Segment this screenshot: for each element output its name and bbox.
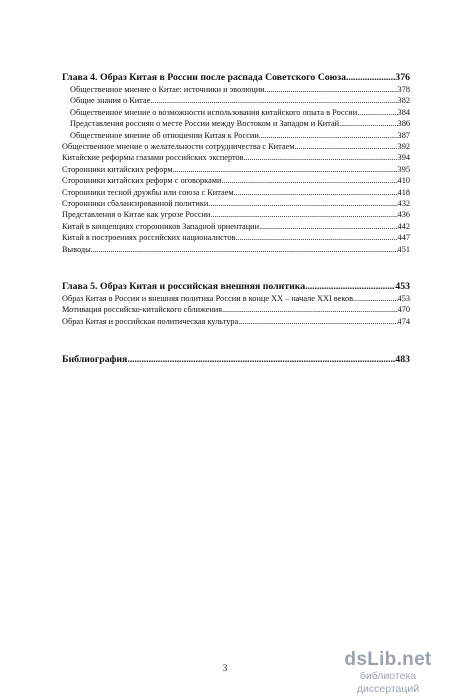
chapter-4-heading[interactable]	[62, 71, 410, 84]
toc-entry-title: Сторонники китайских реформ с оговорками	[62, 176, 222, 186]
toc-entry[interactable]	[62, 107, 410, 118]
toc-entry[interactable]	[62, 304, 410, 315]
chapter-4-subsections	[62, 84, 410, 141]
toc-entry-page: 436	[397, 210, 410, 220]
toc-leader	[294, 141, 397, 152]
toc-leader	[346, 71, 395, 84]
page-number: 3	[222, 663, 228, 673]
toc-entry-page: 418	[397, 187, 410, 197]
toc-leader	[235, 232, 397, 243]
toc-entry[interactable]	[62, 209, 410, 220]
bibliography-toc	[62, 353, 410, 366]
toc-entry-page: 394	[397, 153, 410, 163]
toc-leader	[339, 118, 397, 129]
toc-entry-title: Сторонники китайских реформ	[62, 164, 173, 174]
toc-leader	[259, 221, 397, 232]
toc-entry-title: Выводы	[62, 244, 91, 254]
toc-entry[interactable]	[62, 198, 410, 209]
toc-entry[interactable]	[62, 130, 410, 141]
toc-leader	[150, 95, 397, 106]
chapter-5-title: Глава 5. Образ Китая и российская внешняя политика	[62, 281, 306, 292]
toc-leader	[357, 107, 397, 118]
toc-entry-title: Китай в построениях российских националистов	[62, 233, 236, 243]
toc-leader	[210, 209, 397, 220]
toc-entry-title: Китайские реформы глазами российских экспертов	[62, 153, 244, 163]
chapter-5-toc	[62, 280, 410, 327]
toc-entry-page: 453	[397, 294, 410, 303]
toc-entry-title: Общественное мнение о возможности использования китайского опыта в России	[70, 107, 358, 117]
toc-entry[interactable]	[62, 141, 410, 152]
toc-entry-title: Мотивация российско-китайского сближения	[62, 305, 223, 315]
toc-entry-page: 384	[397, 107, 410, 117]
toc-entry[interactable]	[62, 152, 410, 163]
toc-entry-page: 432	[397, 199, 410, 209]
toc-entry[interactable]	[62, 164, 410, 175]
toc-entry-title: Представления россиян о месте России между Востоком и Западом и Китай	[70, 119, 340, 129]
toc-entry-page: 474	[397, 316, 410, 326]
toc-entry[interactable]	[62, 232, 410, 243]
toc-entry-page: 470	[397, 305, 410, 315]
toc-entry-page: 447	[397, 233, 410, 243]
toc-entry-title: Сторонники сбалансированной политики	[62, 199, 209, 209]
toc-leader	[91, 244, 398, 255]
watermark	[330, 650, 446, 696]
chapter-5-heading[interactable]	[62, 280, 410, 293]
toc-leader	[244, 152, 398, 163]
toc-entry-page: 395	[397, 164, 410, 174]
toc-entry-title: Китай в концепциях сторонников Западной ориентации	[62, 221, 260, 231]
toc-entry-title: Образ Китая в России и внешняя политика России в конце XX – начале XXI веков	[62, 294, 354, 303]
toc-entry[interactable]	[62, 293, 410, 304]
toc-entry-page: 410	[397, 176, 410, 186]
toc-leader	[305, 280, 395, 293]
toc-leader	[222, 304, 397, 315]
toc-entry-page: 442	[397, 221, 410, 231]
toc-entry-page: 386	[397, 119, 410, 129]
toc-entry-page: 387	[397, 130, 410, 140]
toc-entry-title: Сторонники тесной дружбы или союза с Китаем	[62, 187, 234, 197]
toc-leader	[208, 198, 397, 209]
toc-entry[interactable]	[62, 244, 410, 255]
toc-entry-page: 451	[397, 244, 410, 254]
toc-entry[interactable]	[62, 187, 410, 198]
toc-leader	[173, 164, 398, 175]
toc-entry-title: Общественное мнение о желательности сотрудничества с Китаем	[62, 142, 295, 152]
toc-entry-title: Общественное мнение о Китае: источники и эволюции	[70, 85, 265, 94]
bibliography-heading[interactable]	[62, 353, 410, 366]
toc-entry[interactable]	[62, 316, 410, 327]
toc-entry-title: Общие знания о Китае	[70, 96, 151, 106]
toc-leader	[265, 84, 398, 95]
toc-entry-title: Представления о Китае как угрозе России	[62, 210, 211, 220]
chapter-4-page: 376	[395, 72, 410, 83]
bibliography-title: Библиография	[62, 354, 128, 365]
chapter-5-page: 453	[395, 281, 410, 292]
toc-leader	[127, 353, 395, 366]
toc-leader	[234, 187, 398, 198]
toc-entry[interactable]	[62, 175, 410, 186]
toc-entry-title: Образ Китая и российская политическая культура	[62, 316, 239, 326]
toc-leader	[221, 175, 397, 186]
toc-entry-page: 392	[397, 142, 410, 152]
toc-leader	[238, 316, 397, 327]
watermark-logo: dsLib.net	[344, 649, 432, 670]
chapter-4-sections	[62, 141, 410, 255]
bibliography-page: 483	[395, 354, 410, 365]
toc-entry[interactable]	[62, 84, 410, 95]
toc-leader	[353, 293, 398, 304]
watermark-subtitle: библиотека диссертаций	[356, 670, 420, 695]
toc-leader	[259, 130, 398, 141]
toc-entry[interactable]	[62, 118, 410, 129]
toc-entry-page: 382	[397, 96, 410, 106]
toc-entry[interactable]	[62, 221, 410, 232]
chapter-5-sections	[62, 293, 410, 327]
toc-entry-page: 378	[397, 85, 410, 94]
toc-entry[interactable]	[62, 95, 410, 106]
chapter-4-toc	[62, 71, 410, 255]
toc-entry-title: Общественное мнение об отношении Китая к России	[70, 130, 259, 140]
chapter-4-title: Глава 4. Образ Китая в России после распада Советского Союза	[62, 72, 346, 83]
